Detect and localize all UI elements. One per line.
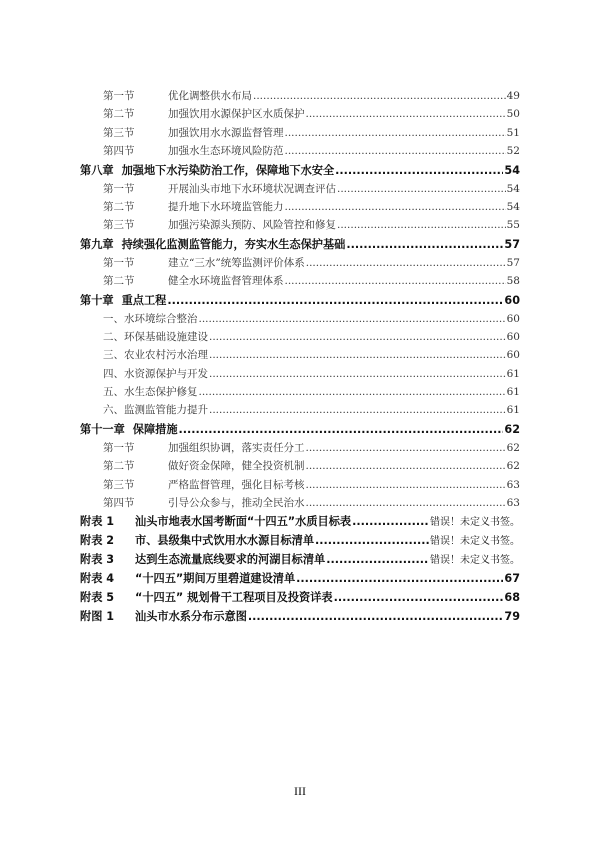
dot-leader — [306, 439, 506, 457]
toc-entry[interactable] — [80, 607, 520, 626]
toc-entry-page: 62 — [504, 422, 520, 436]
toc-entry[interactable] — [80, 365, 520, 383]
dot-leader — [306, 105, 506, 123]
dot-leader — [167, 291, 503, 310]
toc-entry[interactable] — [80, 420, 520, 439]
toc-entry-page: 错误！未定义书签。 — [430, 517, 520, 529]
toc-entry-page: 67 — [504, 572, 520, 586]
dot-leader — [334, 588, 504, 607]
toc-entry[interactable] — [80, 476, 520, 494]
toc-entry[interactable] — [80, 291, 520, 310]
toc-entry-page: 54 — [504, 163, 520, 177]
dot-leader — [337, 216, 506, 234]
dot-leader — [209, 328, 506, 346]
toc-entry[interactable] — [80, 494, 520, 512]
toc-entry-number: 第十章 — [80, 293, 114, 307]
toc-entry-title: 加强水生态环境风险防范 — [168, 145, 284, 158]
toc-entry-number: 附表 1 — [80, 515, 115, 529]
toc-entry-number: 第二节 — [103, 460, 135, 473]
toc-entry-number: 第十一章 — [80, 422, 125, 436]
dot-leader — [248, 607, 504, 626]
toc-entry[interactable] — [80, 105, 520, 123]
toc-entry-title: 加强污染源头预防、风险管控和修复 — [168, 219, 336, 232]
toc-entry-title: 一、水环境综合整治 — [103, 312, 198, 325]
toc-entry-page: 62 — [506, 441, 520, 454]
toc-entry-title: 达到生态流量底线要求的河湖目标清单 — [135, 553, 326, 567]
toc-entry-title: 加强地下水污染防治工作，保障地下水安全 — [121, 163, 335, 177]
table-of-contents — [80, 87, 520, 626]
toc-entry-number: 第二节 — [103, 275, 135, 288]
toc-entry[interactable] — [80, 310, 520, 328]
dot-leader — [306, 254, 506, 272]
toc-entry-number: 第三节 — [103, 219, 135, 232]
toc-entry[interactable] — [80, 346, 520, 364]
toc-entry-number: 第二节 — [103, 108, 135, 121]
toc-entry-number: 第四节 — [103, 497, 135, 510]
toc-entry-page: 错误！未定义书签。 — [430, 536, 520, 548]
toc-entry[interactable] — [80, 180, 520, 198]
toc-entry-title: 三、农业农村污水治理 — [103, 349, 208, 362]
toc-entry-title: 做好资金保障，健全投资机制 — [168, 460, 305, 473]
dot-leader — [199, 310, 506, 328]
toc-entry-number: 第三节 — [103, 126, 135, 139]
toc-entry-title: 六、监测监管能力提升 — [103, 404, 208, 417]
toc-entry[interactable] — [80, 161, 520, 180]
dot-leader — [306, 476, 506, 494]
toc-entry-page: 61 — [506, 386, 520, 399]
toc-entry-title: 提升地下水环境监管能力 — [168, 200, 284, 213]
toc-entry-page: 61 — [506, 367, 520, 380]
dot-leader — [346, 235, 503, 254]
toc-entry-page: 60 — [504, 293, 520, 307]
toc-entry-title: 加强饮用水水源监督管理 — [168, 126, 284, 139]
toc-entry-title: 保障措施 — [132, 422, 178, 436]
toc-entry-title: 优化调整供水布局 — [168, 90, 252, 102]
toc-entry[interactable] — [80, 198, 520, 216]
toc-entry-title: 开展汕头市地下水环境状况调查评估 — [168, 182, 336, 195]
toc-entry-title: 五、水生态保护修复 — [103, 386, 198, 399]
dot-leader — [335, 161, 503, 180]
toc-entry-page: 51 — [506, 126, 520, 139]
toc-entry-title: 严格监督管理，强化目标考核 — [168, 478, 305, 491]
toc-entry[interactable] — [80, 531, 520, 550]
toc-entry-page: 52 — [506, 145, 520, 158]
toc-entry-page: 79 — [504, 610, 520, 624]
toc-entry-title: 四、水资源保护与开发 — [103, 367, 208, 380]
dot-leader — [315, 531, 429, 550]
toc-entry-number: 第三节 — [103, 478, 135, 491]
toc-entry[interactable] — [80, 550, 520, 569]
toc-entry[interactable] — [80, 512, 520, 531]
dot-leader — [209, 401, 506, 419]
toc-entry-title: 加强饮用水源保护区水质保护 — [168, 108, 305, 121]
toc-entry-number: 第四节 — [103, 145, 135, 158]
toc-entry[interactable] — [80, 235, 520, 254]
toc-entry-page: 57 — [504, 237, 520, 251]
toc-entry-page: 60 — [506, 330, 520, 343]
toc-entry-number: 第一节 — [103, 90, 135, 102]
dot-leader — [253, 87, 506, 105]
dot-leader — [352, 512, 429, 531]
toc-entry[interactable] — [80, 569, 520, 588]
toc-entry-number: 第八章 — [80, 163, 114, 177]
toc-entry[interactable] — [80, 401, 520, 419]
toc-entry[interactable] — [80, 87, 520, 105]
toc-entry-page: 60 — [506, 349, 520, 362]
toc-entry-title: 引导公众参与，推动全民治水 — [168, 497, 305, 510]
toc-entry-title: 加强组织协调，落实责任分工 — [168, 441, 305, 454]
dot-leader — [209, 346, 506, 364]
toc-entry-number: 第一节 — [103, 182, 135, 195]
toc-entry-number: 附表 3 — [80, 553, 115, 567]
toc-entry-title: 持续强化监测监管能力，夯实水生态保护基础 — [121, 237, 346, 251]
toc-entry-page: 58 — [506, 275, 520, 288]
toc-entry-page: 63 — [506, 497, 520, 510]
toc-entry-title: 健全水环境监督管理体系 — [168, 275, 284, 288]
toc-entry-number: 第一节 — [103, 256, 135, 269]
toc-entry-title: 二、环保基础设施建设 — [103, 330, 208, 343]
dot-leader — [199, 383, 506, 401]
toc-entry-page: 60 — [506, 312, 520, 325]
dot-leader — [306, 457, 506, 475]
toc-entry-number: 附表 5 — [80, 591, 115, 605]
toc-entry[interactable] — [80, 124, 520, 142]
toc-entry-title: 市、县级集中式饮用水水源目标清单 — [135, 534, 315, 548]
toc-entry[interactable] — [80, 457, 520, 475]
dot-leader — [326, 550, 429, 569]
toc-entry-page: 61 — [506, 404, 520, 417]
toc-entry[interactable] — [80, 383, 520, 401]
dot-leader — [285, 198, 506, 216]
dot-leader — [296, 569, 503, 588]
toc-entry-number: 第一节 — [103, 441, 135, 454]
toc-entry-page: 68 — [504, 591, 520, 605]
toc-entry-number: 第九章 — [80, 237, 114, 251]
toc-entry[interactable] — [80, 254, 520, 272]
dot-leader — [306, 494, 506, 512]
toc-entry-number: 第二节 — [103, 200, 135, 213]
toc-entry-title: “十四五” 规划骨干工程项目及投资详表 — [135, 591, 333, 605]
dot-leader — [179, 420, 504, 439]
toc-entry-title: 建立“三水”统筹监测评价体系 — [168, 256, 305, 269]
toc-entry[interactable] — [80, 142, 520, 160]
page-number: III — [294, 784, 306, 798]
toc-entry-title: 汕头市地表水国考断面“十四五”水质目标表 — [135, 515, 352, 529]
toc-entry-page: 50 — [506, 108, 520, 121]
dot-leader — [285, 142, 506, 160]
dot-leader — [285, 124, 506, 142]
toc-entry[interactable] — [80, 216, 520, 234]
toc-entry-page: 错误！未定义书签。 — [430, 555, 520, 567]
toc-entry-title: 汕头市水系分布示意图 — [135, 610, 247, 624]
toc-entry-number: 附表 4 — [80, 572, 115, 586]
toc-entry-page: 54 — [506, 182, 520, 195]
toc-entry-title: “十四五”期间万里碧道建设清单 — [135, 572, 296, 586]
toc-entry-number: 附图 1 — [80, 610, 115, 624]
toc-entry-page: 55 — [506, 219, 520, 232]
dot-leader — [209, 365, 506, 383]
toc-entry-title: 重点工程 — [121, 293, 167, 307]
toc-entry[interactable] — [80, 439, 520, 457]
toc-entry[interactable] — [80, 588, 520, 607]
toc-entry-number: 附表 2 — [80, 534, 115, 548]
toc-entry-page: 49 — [506, 90, 520, 102]
toc-entry-page: 57 — [506, 256, 520, 269]
toc-entry-page: 54 — [506, 200, 520, 213]
toc-entry-page: 63 — [506, 478, 520, 491]
toc-entry[interactable] — [80, 272, 520, 290]
toc-entry[interactable] — [80, 328, 520, 346]
dot-leader — [337, 180, 506, 198]
toc-entry-page: 62 — [506, 460, 520, 473]
dot-leader — [285, 272, 506, 290]
